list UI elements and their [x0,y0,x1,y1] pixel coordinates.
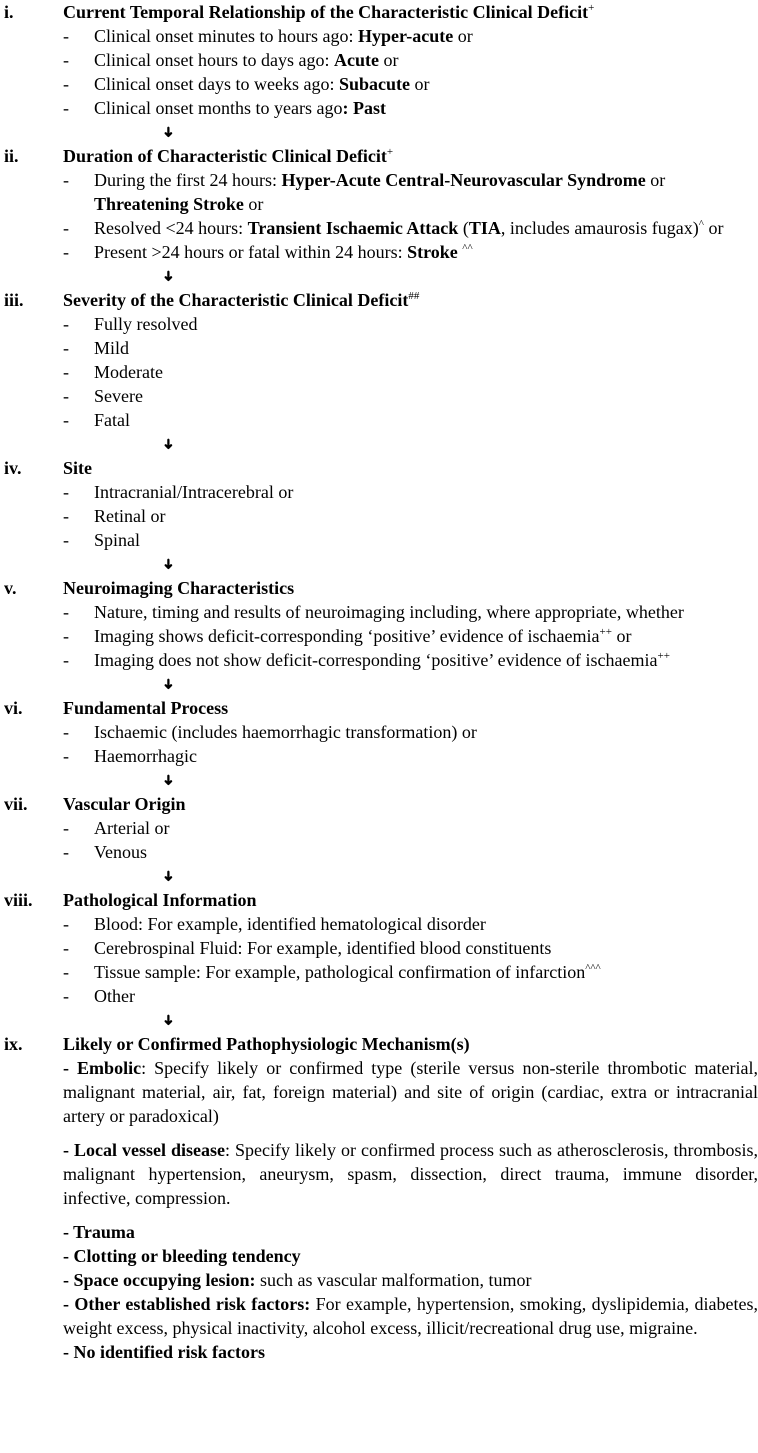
flow-arrow [4,552,758,576]
mechanism-term: - Other established risk factors: [63,1294,311,1314]
list-item [63,912,758,936]
section-number: iv. [4,458,22,478]
mechanism-paragraph [4,1056,758,1128]
item-list [4,168,758,264]
item-text: Spinal [94,530,141,550]
item-bold-term: Subacute [338,74,410,94]
dash-bullet: - [63,938,69,958]
item-text: Intracranial/Intracerebral or [94,482,294,502]
section-2 [4,144,758,264]
down-arrow-icon: ➜ [159,558,175,570]
dash-bullet: - [63,74,69,94]
item-bold-term: Acute [333,50,379,70]
list-item [63,384,758,408]
item-bold-term: Hyper-Acute Central-Neurovascular Syndrome [281,170,646,190]
section-heading [4,144,758,168]
mechanism-paragraph [4,1292,758,1340]
dash-bullet: - [63,626,69,646]
list-item [63,744,758,768]
list-item [63,648,758,672]
flow-arrow [4,120,758,144]
dash-bullet: - [63,410,69,430]
list-item [63,936,758,960]
dash-bullet: - [63,482,69,502]
item-text: Retinal or [94,506,166,526]
down-arrow-icon: ➜ [159,774,175,786]
item-list [4,912,758,1008]
item-text-after: or [378,50,399,70]
item-text: Mild [94,338,130,358]
item-text: Severe [94,386,143,406]
dash-bullet: - [63,362,69,382]
list-item [63,360,758,384]
list-item [63,24,758,48]
item-text-after: , includes amaurosis fugax) [500,218,699,238]
section-heading [4,792,758,816]
list-item [63,96,758,120]
mechanism-term: - Embolic [63,1058,142,1078]
flow-arrow [4,672,758,696]
dash-bullet: - [63,98,69,118]
list-item [63,240,758,264]
item-text: Imaging does not show deficit-corresponding ‘positive’ evidence of ischaemia [94,650,658,670]
dash-bullet: - [63,842,69,862]
dash-bullet: - [63,50,69,70]
item-list [4,600,758,672]
list-item [63,528,758,552]
item-text: Ischaemic (includes haemorrhagic transformation) or [94,722,477,742]
list-item [63,216,758,240]
section-heading [4,0,758,24]
list-item [63,624,758,648]
item-text: Resolved <24 hours: [94,218,248,238]
dash-bullet: - [63,602,69,622]
item-bold-term: Threatening Stroke [94,194,244,214]
section-number: i. [4,2,14,22]
mechanism-text: : Specify likely or confirmed type (sterile versus non-sterile thrombotic material, malignant material, air, fat, foreign material) and site of origin (cardiac, extra or intracranial artery or paradoxical) [63,1058,758,1126]
item-bold-term: : Past [342,98,386,118]
section-heading-text: Likely or Confirmed Pathophysiologic Mechanism(s) [63,1034,470,1054]
item-text: Clinical onset months to years ago [94,98,343,118]
section-number: vii. [4,794,28,814]
dash-bullet: - [63,530,69,550]
list-item [63,816,758,840]
footnote-marker: ^ [698,218,704,230]
list-item [63,600,758,624]
section-5 [4,576,758,672]
mechanism-term: - Space occupying lesion: [63,1270,256,1290]
item-bold-term: Hyper-acute [357,26,454,46]
list-item [63,168,758,216]
item-text-after: or [703,218,724,238]
item-text: Arterial or [94,818,170,838]
section-heading-text: Site [63,458,92,478]
dash-bullet: - [63,242,69,262]
section-4 [4,456,758,552]
mechanism-term: - Clotting or bleeding tendency [63,1246,301,1266]
item-text: Clinical onset hours to days ago: [94,50,334,70]
mechanism-paragraph [4,1268,758,1292]
section-number: ii. [4,146,19,166]
list-item [63,504,758,528]
list-item [63,336,758,360]
list-item [63,408,758,432]
flow-arrow [4,432,758,456]
flow-arrow [4,1008,758,1032]
item-text: Moderate [94,362,163,382]
section-heading [4,888,758,912]
dash-bullet: - [63,722,69,742]
item-text: Fatal [94,410,130,430]
item-list [4,480,758,552]
section-number: vi. [4,698,23,718]
item-text: Clinical onset days to weeks ago: [94,74,339,94]
item-text-after: ( [458,218,469,238]
item-bold-term: TIA [468,218,501,238]
section-1 [4,0,758,120]
down-arrow-icon: ➜ [159,1014,175,1026]
item-text: Other [94,986,135,1006]
section-number: viii. [4,890,33,910]
section-9 [4,1032,758,1364]
list-item [63,960,758,984]
list-item [63,840,758,864]
dash-bullet: - [63,170,69,190]
section-heading [4,456,758,480]
mechanism-paragraph [4,1340,758,1364]
footnote-marker: ^^^ [585,962,601,974]
section-number: iii. [4,290,24,310]
section-number: ix. [4,1034,23,1054]
item-list [4,312,758,432]
dash-bullet: - [63,386,69,406]
section-heading [4,576,758,600]
dash-bullet: - [63,506,69,526]
flow-arrow [4,864,758,888]
mechanism-text: such as vascular malformation, tumor [255,1270,532,1290]
section-3 [4,288,758,432]
section-heading-text: Vascular Origin [63,794,186,814]
item-text: Venous [94,842,147,862]
section-6 [4,696,758,768]
dash-bullet: - [63,338,69,358]
item-list [4,24,758,120]
list-item [63,720,758,744]
dash-bullet: - [63,914,69,934]
mechanism-paragraph [4,1138,758,1210]
item-bold-term: Stroke [407,242,458,262]
list-item [63,984,758,1008]
item-text: Present >24 hours or fatal within 24 hours: [94,242,408,262]
item-bold-term: Transient Ischaemic Attack [247,218,459,238]
mechanism-text: For example, hypertension, smoking, dyslipidemia, diabetes, weight excess, physical inactivity, alcohol excess, illicit/recreational drug use, migraine. [63,1294,758,1338]
item-text-after: or [611,626,632,646]
dash-bullet: - [63,26,69,46]
dash-bullet: - [63,986,69,1006]
section-heading-text: Current Temporal Relationship of the Characteristic Clinical Deficit [63,2,589,22]
mechanism-term: - Local vessel disease [63,1140,226,1160]
list-item [63,48,758,72]
section-heading [4,696,758,720]
dash-bullet: - [63,314,69,334]
footnote-marker: ## [408,290,420,302]
down-arrow-icon: ➜ [159,126,175,138]
mechanism-paragraph [4,1244,758,1268]
mechanism-paragraph [4,1220,758,1244]
down-arrow-icon: ➜ [159,270,175,282]
list-item [63,312,758,336]
list-item [63,72,758,96]
item-text: Nature, timing and results of neuroimaging including, where appropriate, whether [94,602,684,622]
footnote-marker: + [386,146,394,158]
flow-arrow [4,768,758,792]
item-list [4,720,758,768]
dash-bullet: - [63,218,69,238]
item-text: Clinical onset minutes to hours ago: [94,26,358,46]
item-text: Haemorrhagic [94,746,197,766]
section-number: v. [4,578,17,598]
mechanism-term: - Trauma [63,1222,135,1242]
dash-bullet: - [63,746,69,766]
item-text-after: or [243,194,264,214]
item-text: Fully resolved [94,314,198,334]
footnote-marker: ^^ [462,242,473,254]
section-heading-text: Pathological Information [63,890,257,910]
down-arrow-icon: ➜ [159,870,175,882]
item-text-after: or [409,74,430,94]
item-list [4,816,758,864]
item-text: During the first 24 hours: [94,170,282,190]
dash-bullet: - [63,818,69,838]
section-heading-text: Fundamental Process [63,698,229,718]
item-text: Tissue sample: For example, pathological confirmation of infarction [94,962,586,982]
item-text: Cerebrospinal Fluid: For example, identified blood constituents [94,938,552,958]
dash-bullet: - [63,962,69,982]
mechanism-term: - No identified risk factors [63,1342,265,1362]
down-arrow-icon: ➜ [159,438,175,450]
footnote-marker: + [588,2,595,14]
section-heading-text: Duration of Characteristic Clinical Deficit [63,146,387,166]
down-arrow-icon: ➜ [159,678,175,690]
list-item [63,480,758,504]
section-heading-text: Neuroimaging Characteristics [63,578,295,598]
footnote-marker: ++ [599,626,612,638]
section-8 [4,888,758,1008]
item-text-after: or [645,170,666,190]
mechanism-text: : Specify likely or confirmed process such as atherosclerosis, thrombosis, malignant hypertension, aneurysm, spasm, dissection, direct trauma, immune disorder, infective, compression. [63,1140,758,1208]
section-heading-text: Severity of the Characteristic Clinical Deficit [63,290,409,310]
item-text-after: or [453,26,473,46]
section-heading [4,288,758,312]
flow-arrow [4,264,758,288]
footnote-marker: ++ [657,650,670,662]
section-heading [4,1032,758,1056]
section-7 [4,792,758,864]
item-text: Blood: For example, identified hematological disorder [94,914,486,934]
item-text: Imaging shows deficit-corresponding ‘positive’ evidence of ischaemia [94,626,600,646]
dash-bullet: - [63,650,69,670]
